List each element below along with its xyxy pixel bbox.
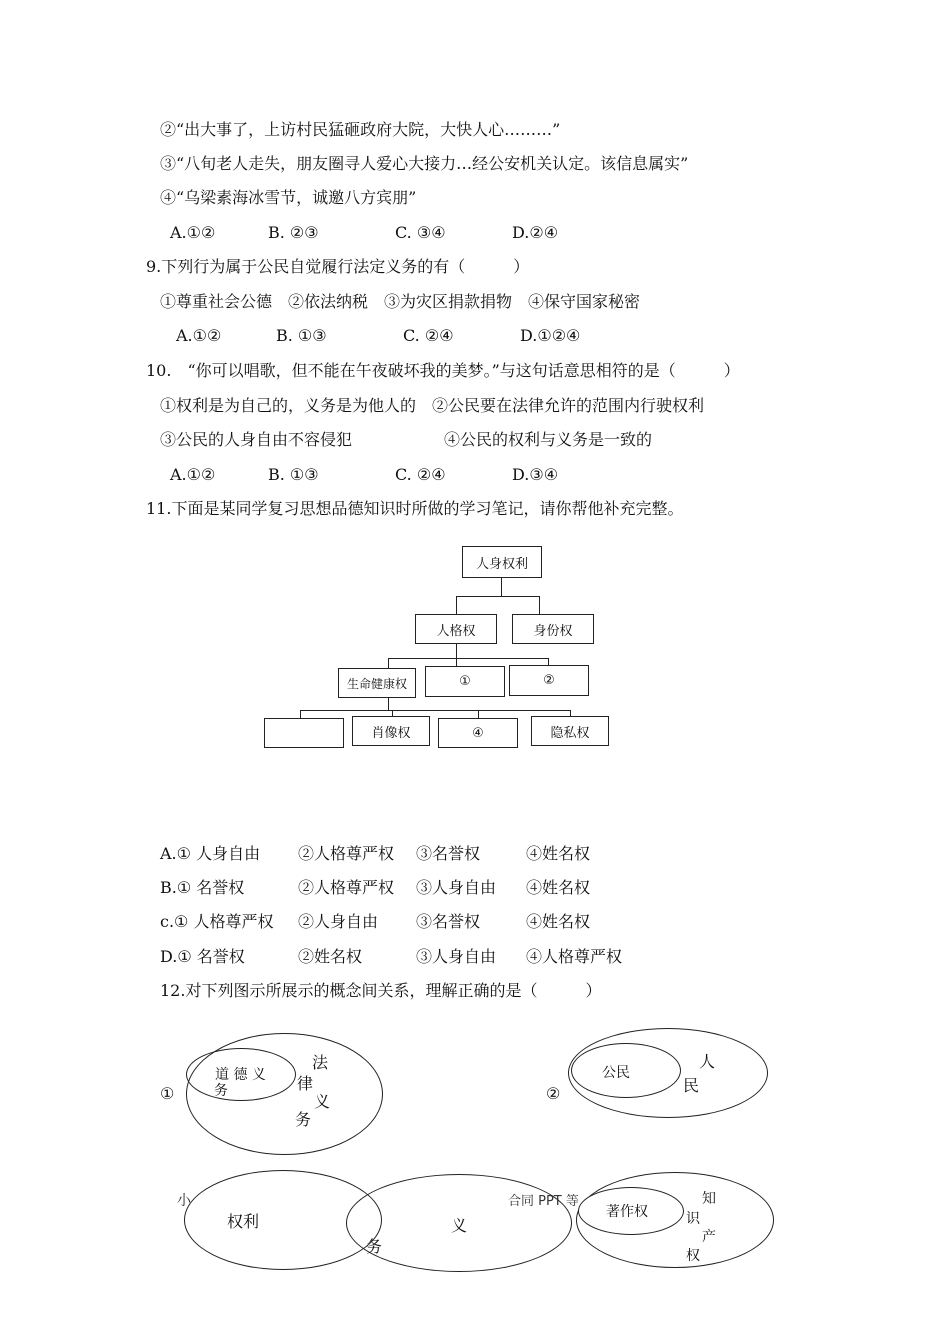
q11-option-d-2: ②姓名权 [298,947,363,966]
tree-connector [388,658,389,668]
q11-option-a-4: ④姓名权 [526,844,591,863]
tree-connector [456,596,540,597]
q11-option-c-1: c.① 人格尊严权 [160,912,274,931]
tree-connector [300,710,570,711]
q8-option-a: A.①② [170,223,216,242]
outer-label: 务 [295,1110,312,1129]
q9-option-d: D.①②④ [520,326,581,345]
q8-item-4: ④“乌梁素海冰雪节，诚邀八方宾朋” [160,188,417,207]
q11-option-b-1: B.① 名誉权 [160,878,245,897]
tree-connector [300,710,301,718]
q9-items: ①尊重社会公德 ②依法纳税 ③为灾区捐款捐物 ④保守国家秘密 [160,292,641,311]
bleed-text: 合同 PPT 等 [508,1194,579,1209]
q11-option-a-3: ③名誉权 [416,844,481,863]
tree-connector [456,658,457,666]
q12-stem: 12.对下列图示所展示的概念间关系，理解正确的是（ ） [160,981,602,1000]
outer-label: 知 [702,1191,716,1207]
tree-node-blank-2: ② [509,665,589,696]
tree-node-blank-4: ④ [438,718,518,748]
q11-option-a-1: A.① 人身自由 [160,844,261,863]
q11-option-b-2: ②人格尊严权 [298,878,395,897]
q10-option-c: C. ②④ [395,465,446,484]
tree-connector [456,596,457,614]
tree-node-blank-3 [264,718,344,748]
tree-connector [456,644,457,658]
duties-label: 义 [451,1216,468,1235]
q8-item-3: ③“八旬老人走失，朋友圈寻人爱心大接力…经公安机关认定。该信息属实” [160,154,689,173]
q11-option-c-4: ④姓名权 [526,912,591,931]
q10-option-b: B. ①③ [268,465,319,484]
bleed-text: 小 [177,1193,191,1209]
inner-label: 道 德 义 [215,1067,266,1083]
inner-label: 公民 [602,1065,630,1081]
outer-label: 义 [314,1092,331,1111]
tree-node-root: 人身权利 [462,546,542,578]
q10-items-b1: ③公民的人身自由不容侵犯 [160,430,353,449]
tree-node-life-health: 生命健康权 [338,668,416,698]
tree-node-blank-1: ① [425,666,505,697]
q11-option-c-3: ③名誉权 [416,912,481,931]
q8-option-c: C. ③④ [395,223,446,242]
tree-node-privacy-right: 隐私权 [531,716,609,746]
tree-node-portrait-right: 肖像权 [352,716,430,746]
duties-label-2: 务 [366,1237,383,1256]
outer-label: 民 [683,1076,700,1095]
tree-connector [501,578,502,596]
q10-option-d: D.③④ [512,465,559,484]
q11-option-b-3: ③人身自由 [416,878,497,897]
inner-label: 著作权 [606,1204,648,1220]
q11-option-b-4: ④姓名权 [526,878,591,897]
q9-stem: 9.下列行为属于公民自觉履行法定义务的有（ ） [146,257,530,276]
q10-stem: 10. “你可以唱歌，但不能在午夜破坏我的美梦。”与这句话意思相符的是（ ） [146,361,740,380]
outer-label: 识 [686,1211,700,1227]
outer-label: 产 [702,1229,716,1245]
tree-node-personality-rights: 人格权 [415,614,497,644]
q9-option-b: B. ①③ [276,326,327,345]
q11-option-d-4: ④人格尊严权 [526,947,623,966]
figure-number: ② [546,1084,561,1103]
rights-label: 权利 [227,1212,260,1231]
q9-option-a: A.①② [176,326,222,345]
q11-option-c-2: ②人身自由 [298,912,379,931]
outer-label: 法 [312,1053,329,1072]
tree-connector [388,658,548,659]
tree-connector [548,658,549,665]
outer-label: 权 [686,1248,700,1264]
tree-node-identity-rights: 身份权 [512,614,594,644]
q10-option-a: A.①② [170,465,216,484]
tree-connector [539,596,540,614]
q8-item-2: ②“出大事了，上访村民猛砸政府大院，大快人心………” [160,120,561,139]
q11-option-d-3: ③人身自由 [416,947,497,966]
tree-connector [388,698,389,710]
outer-label: 律 [297,1074,314,1093]
q10-items-b2: ④公民的权利与义务是一致的 [444,430,653,449]
q8-option-b: B. ②③ [268,223,319,242]
q11-option-a-2: ②人格尊严权 [298,844,395,863]
inner-label-2: 务 [214,1083,228,1099]
q9-option-c: C. ②④ [403,326,454,345]
outer-label: 人 [699,1052,716,1071]
q11-option-d-1: D.① 名誉权 [160,947,245,966]
q10-items-a: ①权利是为自己的，义务是为他人的 ②公民要在法律允许的范围内行驶权利 [160,396,705,415]
q8-option-d: D.②④ [512,223,559,242]
q11-stem: 11.下面是某同学复习思想品德知识时所做的学习笔记，请你帮他补充完整。 [146,499,684,518]
figure-number: ① [160,1084,175,1103]
tree-connector [478,710,479,718]
